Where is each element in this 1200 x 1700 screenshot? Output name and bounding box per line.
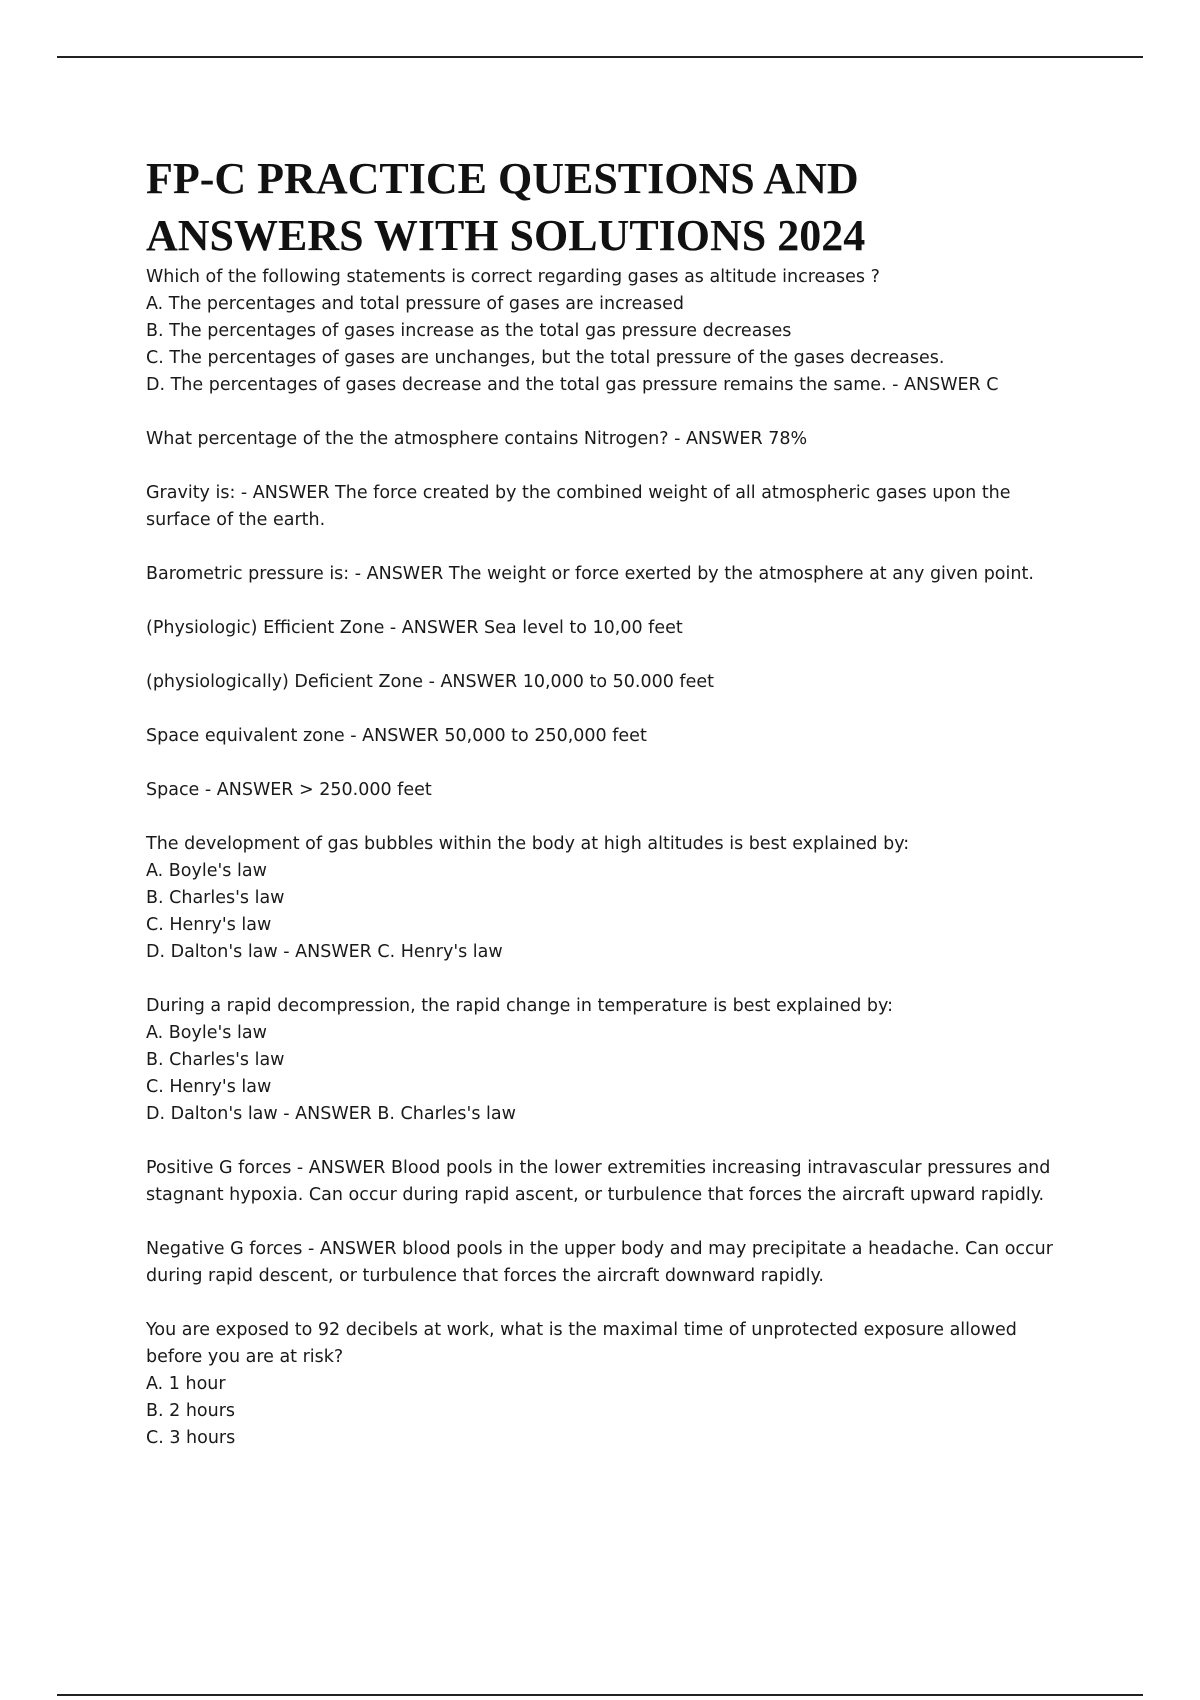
qa-text-line: A. Boyle's law (146, 1023, 267, 1043)
qa-text-line: B. Charles's law (146, 888, 285, 908)
qa-question-line: (physiologically) Deficient Zone - ANSWER 10,000 to 50.000 feet (146, 672, 714, 692)
qa-question-line: (Physiologic) Efficient Zone - ANSWER Sea level to 10,00 feet (146, 618, 683, 638)
qa-item (146, 777, 1106, 804)
qa-text-line: A. The percentages and total pressure of gases are increased (146, 294, 684, 314)
qa-question-line: What percentage of the the atmosphere contains Nitrogen? - ANSWER 78% (146, 429, 808, 449)
qa-text-line: stagnant hypoxia. Can occur during rapid ascent, or turbulence that forces the aircraft upward rapidly. (146, 1185, 1045, 1205)
qa-text-line: C. The percentages of gases are unchanges, but the total pressure of the gases decreases. (146, 348, 945, 368)
qa-text-line: C. 3 hours (146, 1428, 236, 1448)
qa-item (146, 1317, 1106, 1452)
qa-text-line: D. Dalton's law - ANSWER B. Charles's law (146, 1104, 516, 1124)
qa-item (146, 480, 1106, 534)
qa-question-line: During a rapid decompression, the rapid change in temperature is best explained by: (146, 996, 894, 1016)
qa-list (146, 264, 1106, 1452)
qa-text-line: B. The percentages of gases increase as the total gas pressure decreases (146, 321, 792, 341)
qa-question-line: Space - ANSWER > 250.000 feet (146, 780, 432, 800)
qa-question-line: Space equivalent zone - ANSWER 50,000 to 250,000 feet (146, 726, 647, 746)
document-title (146, 150, 1106, 264)
qa-text-line: C. Henry's law (146, 915, 272, 935)
qa-item (146, 831, 1106, 966)
qa-question-line: You are exposed to 92 decibels at work, what is the maximal time of unprotected exposure allowed (146, 1320, 1017, 1340)
qa-text-line: D. Dalton's law - ANSWER C. Henry's law (146, 942, 503, 962)
qa-text-line: B. 2 hours (146, 1401, 236, 1421)
qa-text-line: D. The percentages of gases decrease and the total gas pressure remains the same. - ANSWER C (146, 375, 999, 395)
qa-question-line: Barometric pressure is: - ANSWER The weight or force exerted by the atmosphere at any given point. (146, 564, 1034, 584)
qa-text-line: A. 1 hour (146, 1374, 226, 1394)
qa-question-line: The development of gas bubbles within the body at high altitudes is best explained by: (146, 834, 910, 854)
page-content (146, 150, 1106, 1479)
title-line-1: FP-C PRACTICE QUESTIONS AND (146, 154, 859, 203)
qa-item (146, 993, 1106, 1128)
qa-item (146, 615, 1106, 642)
qa-item (146, 426, 1106, 453)
qa-item (146, 264, 1106, 399)
qa-item (146, 723, 1106, 750)
qa-item (146, 669, 1106, 696)
top-rule (57, 56, 1143, 58)
qa-text-line: B. Charles's law (146, 1050, 285, 1070)
qa-question-line: Positive G forces - ANSWER Blood pools in the lower extremities increasing intravascular pressures and (146, 1158, 1051, 1178)
qa-text-line: A. Boyle's law (146, 861, 267, 881)
qa-item (146, 1236, 1106, 1290)
qa-item (146, 561, 1106, 588)
qa-text-line: C. Henry's law (146, 1077, 272, 1097)
bottom-rule (57, 1694, 1143, 1696)
qa-question-line: Gravity is: - ANSWER The force created by the combined weight of all atmospheric gases upon the (146, 483, 1011, 503)
title-line-2: ANSWERS WITH SOLUTIONS 2024 (146, 211, 866, 260)
qa-text-line: before you are at risk? (146, 1347, 344, 1367)
qa-question-line: Which of the following statements is correct regarding gases as altitude increases ? (146, 267, 880, 287)
qa-item (146, 1155, 1106, 1209)
qa-question-line: Negative G forces - ANSWER blood pools in the upper body and may precipitate a headache. Can occur (146, 1239, 1053, 1259)
qa-text-line: surface of the earth. (146, 510, 326, 530)
qa-text-line: during rapid descent, or turbulence that forces the aircraft downward rapidly. (146, 1266, 824, 1286)
